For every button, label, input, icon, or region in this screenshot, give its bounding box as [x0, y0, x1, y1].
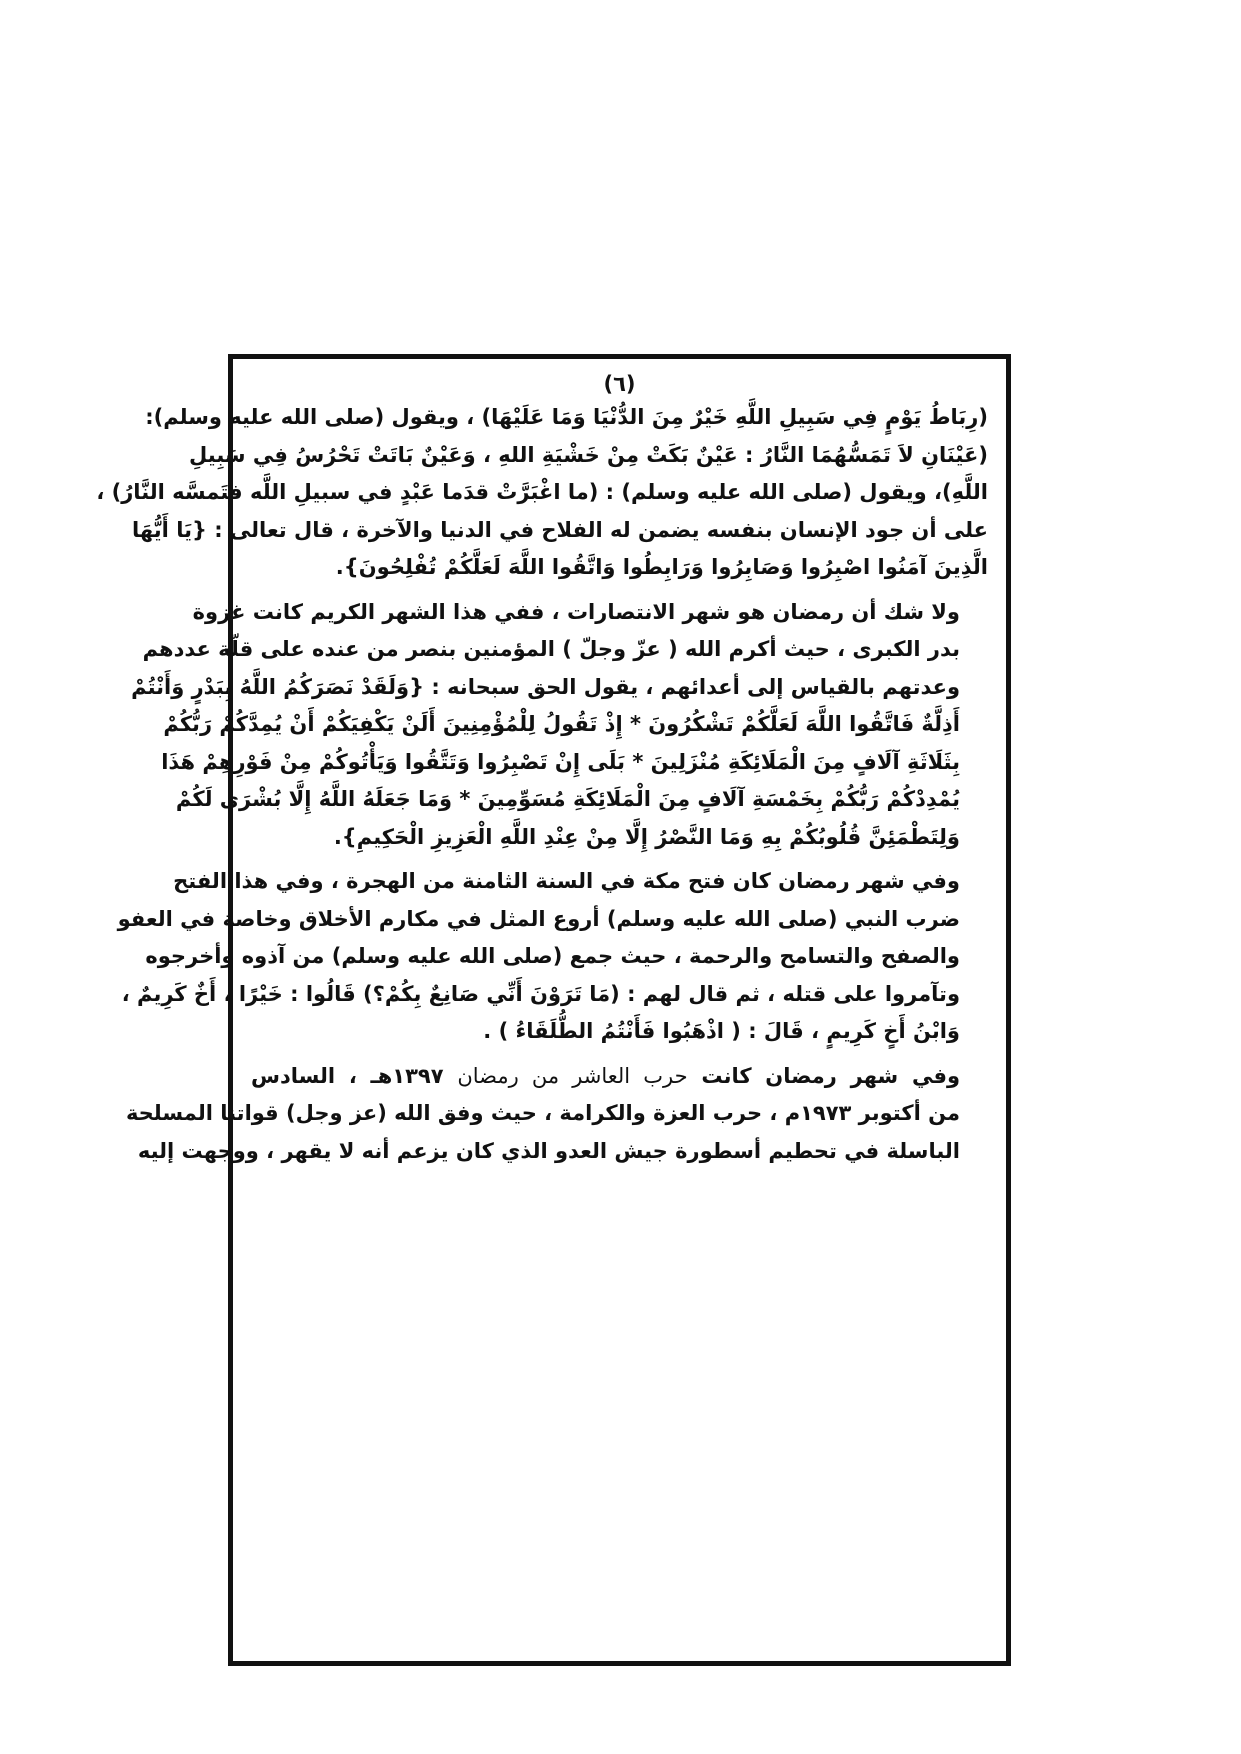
text-line: الَّذِينَ آمَنُوا اصْبِرُوا وَصَابِرُوا وَرَابِطُوا وَاتَّقُوا اللَّهَ لَعَلَّكُمْ تُفْلِحُونَ}. [335, 555, 988, 579]
text-run: في السنة الثامنة من الهجرة ، وفي هذا الفتح [173, 869, 643, 893]
light-text: حرب العاشر من رمضان [457, 1063, 688, 1088]
text-line: وَلِتَطْمَئِنَّ قُلُوبُكُمْ بِهِ وَمَا النَّصْرُ إِلَّا مِنْ عِنْدِ اللَّهِ الْعَزِيزِ الْحَكِيمِ}. [333, 824, 960, 849]
text-run: وفي شهر رمضان كانت [687, 1063, 960, 1088]
text-line: أَذِلَّةٌ فَاتَّقُوا اللَّهَ لَعَلَّكُمْ تَشْكُرُونَ * إِذْ تَقُولُ لِلْمُؤْمِنِينَ أَلَنْ يَكْفِيَكُمْ أَنْ يُمِدَّكُمْ رَبُّكُمْ [163, 712, 960, 736]
page-number: (٦) [603, 372, 636, 396]
text-line: من أكتوبر ١٩٧٣م ، حرب العزة والكرامة ، حيث وفق الله (عز وجل) قواتنا المسلحة [125, 1101, 960, 1125]
text-line [251, 1058, 988, 1096]
text-line: اللَّهِ)، ويقول (صلى الله عليه وسلم) : (ما اغْبَرَّتْ قدَما عَبْدٍ في سبيلِ اللَّه فتَمسَّه النَّارُ) ، [96, 480, 988, 504]
text-line: على أن جود الإنسان بنفسه يضمن له الفلاح في الدنيا والآخرة ، قال تعالى : {يَا أَيُّهَا [132, 517, 988, 542]
text-line: يُمْدِدْكُمْ رَبُّكُمْ بِخَمْسَةِ آلَافٍ مِنَ الْمَلَائِكَةِ مُسَوِّمِينَ * وَمَا جَعَلَهُ اللَّهُ إِلَّا بُشْرَى لَكُمْ [175, 787, 960, 811]
text-line: والصفح والتسامح والرحمة ، حيث جمع (صلى الله عليه وسلم) من آذوه وأخرجوه [145, 944, 960, 968]
text-body [96, 399, 988, 1177]
text-line [173, 863, 988, 901]
text-line: بِثَلَاثَةِ آلَافٍ مِنَ الْمَلَائِكَةِ مُنْزَلِينَ * بَلَى إِنْ تَصْبِرُوا وَتَتَّقُوا وَيَأْتُوكُمْ مِنْ فَوْرِهِمْ هَذَا [161, 749, 960, 774]
page-frame [96, 354, 1011, 1666]
text-line: وعدتهم بالقياس إلى أعدائهم ، يقول الحق سبحانه : {وَلَقَدْ نَصَرَكُمُ اللَّهُ بِبَدْرٍ وَأَنْتُمْ [131, 674, 960, 699]
text-line: وَابْنُ أَخٍ كَرِيمٍ ، قَالَ : ( اذْهَبُوا فَأَنْتُمُ الطُّلَقَاءُ ) . [483, 1019, 960, 1043]
text-line: (عَيْنَانِ لاَ تَمَسُّهُمَا النَّارُ : عَيْنٌ بَكَتْ مِنْ خَشْيَةِ اللهِ ، وَعَيْنٌ بَاتَتْ تَحْرُسُ فِي سَبِيلِ [189, 442, 988, 467]
paragraph-badr [131, 594, 988, 857]
text-line: ضرب النبي (صلى الله عليه وسلم) أروع المثل في مكارم الأخلاق وخاصة في العفو [117, 906, 960, 931]
paragraph-makkah [117, 863, 988, 1051]
text-line: (رِبَاطُ يَوْمٍ فِي سَبِيلِ اللَّهِ خَيْرٌ مِنَ الدُّنْيَا وَمَا عَلَيْهَا) ، ويقول (صلى الله عليه وسلم): [145, 405, 988, 429]
text-line: وتآمروا على قتله ، ثم قال لهم : (مَا تَرَوْنَ أَنِّي صَانِعٌ بِكُمْ؟) قَالُوا : خَيْرًا ، أَخٌ كَرِيمٌ ، [121, 981, 960, 1006]
emphasis-text: فتح مكة [642, 869, 726, 893]
paragraph-hadith [96, 399, 988, 587]
text-line: بدر الكبرى ، حيث أكرم الله ( عزّ وجلّ ) المؤمنين بنصر من عنده على قلّة عددهم [142, 637, 960, 661]
text-line: الباسلة في تحطيم أسطورة جيش العدو الذي كان يزعم أنه لا يقهر ، ووجهت إليه [137, 1138, 960, 1163]
text-run: وفي شهر رمضان كان [725, 869, 960, 893]
text-line: ولا شك أن رمضان هو شهر الانتصارات ، ففي هذا الشهر الكريم كانت غزوة [192, 599, 960, 624]
text-run: ١٣٩٧هـ ، السادس [251, 1063, 458, 1088]
paragraph-october-war [125, 1058, 988, 1171]
